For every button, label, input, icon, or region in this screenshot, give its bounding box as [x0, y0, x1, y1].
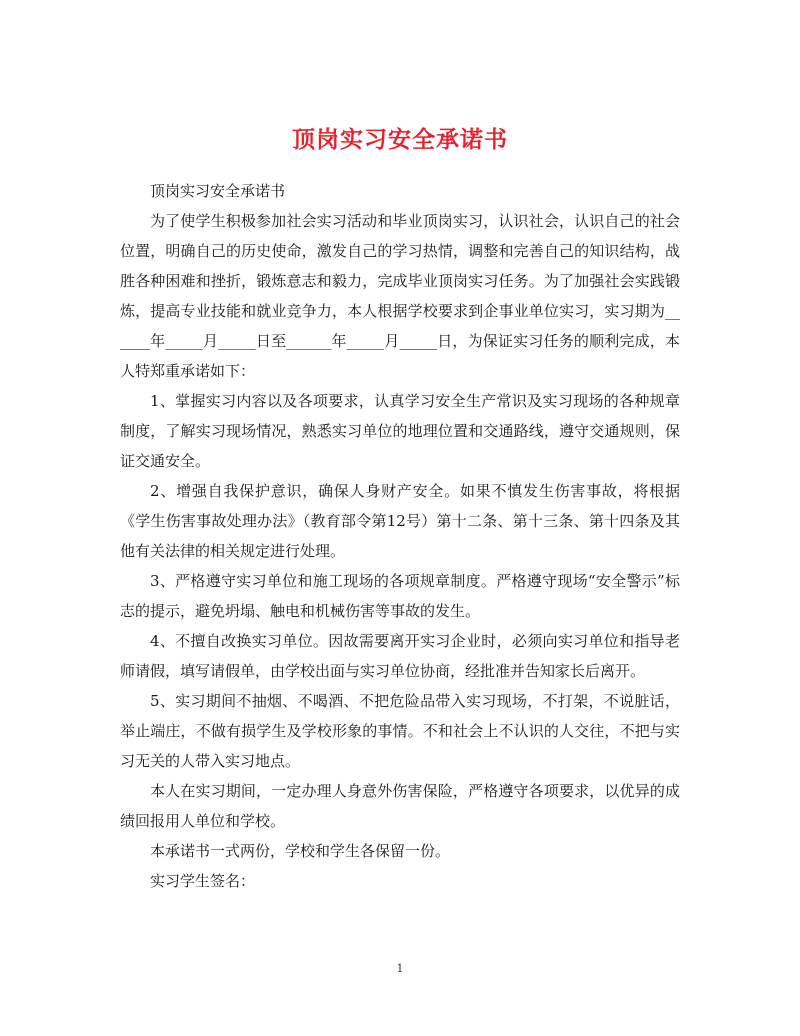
signature-line: 实习学生签名：	[150, 872, 256, 890]
paragraph-item-3: 3、严格遵守实习单位和施工现场的各项规章制度。严格遵守现场“安全警示”标志的提示，避免坍塌、触电和机械伤害等事故的发生。	[120, 572, 680, 620]
paragraph-insurance: 本人在实习期间，一定办理人身意外伤害保险，严格遵守各项要求，以优异的成绩回报用人单位和学校。	[120, 782, 680, 830]
document-body	[120, 176, 680, 896]
paragraph-item-5: 5、实习期间不抽烟、不喝酒、不把危险品带入实习现场，不打架，不说脏话，举止端庄，不做有损学生及学校形象的事情。不和社会上不认识的人交往，不把与实习无关的人带入实习地点。	[120, 692, 680, 770]
paragraph-heading: 顶岗实习安全承诺书	[150, 182, 286, 200]
paragraph-intro: 为了使学生积极参加社会实习活动和毕业顶岗实习，认识社会，认识自己的社会位置，明确自己的历史使命，激发自己的学习热情，调整和完善自己的知识结构，战胜各种困难和挫折，锻炼意志和毅力，完成毕业顶岗实习任务。为了加强社会实践锻炼，提高专业技能和就业竞争力，本人根据学校要求到企事业单位实习，实习期为______年_____月_____日至______年_____月_____日，为保证实习任务的顺利完成，本人特郑重承诺如下：	[120, 212, 680, 380]
paragraph-copies: 本承诺书一式两份，学校和学生各保留一份。	[150, 842, 451, 860]
page-number: 1	[396, 962, 404, 975]
paragraph-item-4: 4、不擅自改换实习单位。因故需要离开实习企业时，必须向实习单位和指导老师请假，填写请假单，由学校出面与实习单位协商，经批准并告知家长后离开。	[120, 632, 680, 680]
paragraph-item-2: 2、增强自我保护意识，确保人身财产安全。如果不慎发生伤害事故，将根据《学生伤害事故处理办法》（教育部令第12号）第十二条、第十三条、第十四条及其他有关法律的相关规定进行处理。	[120, 482, 680, 560]
document-title: 顶岗实习安全承诺书	[292, 126, 508, 154]
paragraph-item-1: 1、掌握实习内容以及各项要求，认真学习安全生产常识及实习现场的各种规章制度，了解实习现场情况，熟悉实习单位的地理位置和交通路线，遵守交通规则，保证交通安全。	[120, 392, 680, 470]
